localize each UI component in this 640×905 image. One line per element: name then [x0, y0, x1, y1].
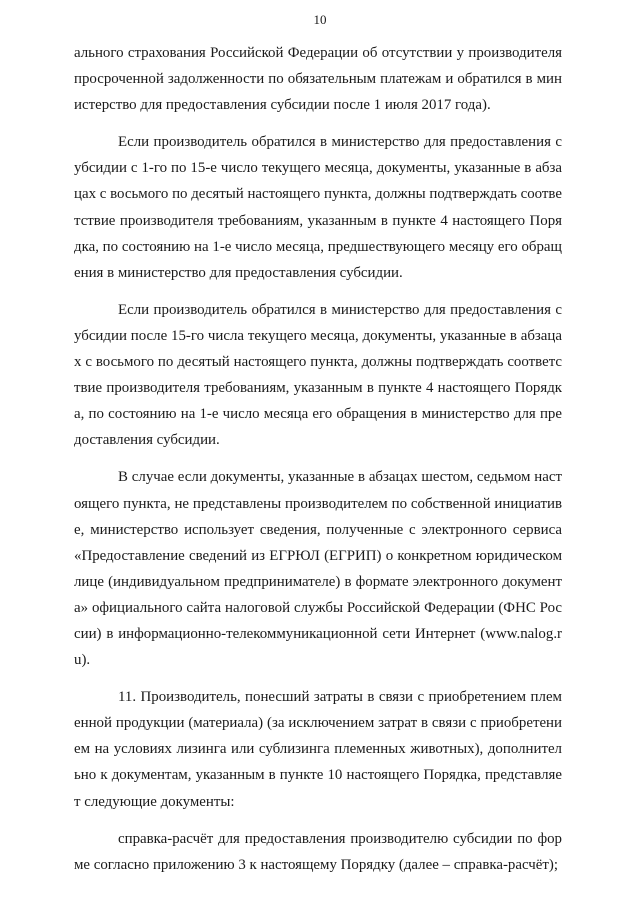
- document-body: [74, 40, 562, 878]
- paragraph-calculation-certificate: справка-расчёт для предоставления производителю субсидии по форме согласно приложению 3 к настоящему Порядку (далее – справка-расчёт);: [74, 830, 562, 873]
- paragraph-early-month: Если производитель обратился в министерство для предоставления субсидии с 1-го по 15-е число текущего месяца, документы, указанные в абзацах с восьмого по десятый настоящего пункта, должны подтверждать соответствие производителя требованиям, указанным в пункте 4 настоящего Порядка, по состоянию на 1-е число месяца, предшествующего месяцу его обращения в министерство для предоставления субсидии.: [74, 134, 562, 281]
- page-number: 10: [313, 12, 327, 27]
- paragraph-continuation: ального страхования Российской Федерации об отсутствии у производителя просроченной задолженности по обязательным платежам и обратился в министерство для предоставления субсидии после 1 июля 2017 года).: [74, 45, 562, 114]
- paragraph-late-month: Если производитель обратился в министерство для предоставления субсидии после 15-го числа текущего месяца, документы, указанные в абзацах с восьмого по десятый настоящего пункта, должны подтверждать соответствие производителя требованиям, указанным в пункте 4 настоящего Порядка, по состоянию на 1-е число месяца его обращения в министерство для предоставления субсидии.: [74, 301, 562, 449]
- paragraph-clause-11: 11. Производитель, понесший затраты в связи с приобретением племенной продукции (материала) (за исключением затрат в связи с приобретением на условиях лизинга или сублизинга племенных животных), дополнительно к документам, указанным в пункте 10 настоящего Порядка, представляет следующие документы:: [74, 689, 562, 810]
- paragraph-egrul-service: В случае если документы, указанные в абзацах шестом, седьмом настоящего пункта, не представлены производителем по собственной инициативе, министерство использует сведения, полученные с электронного сервиса «Предоставление сведений из ЕГРЮЛ (ЕГРИП) о конкретном юридическом лице (индивидуальном предпринимателе) в формате электронного документа» официального сайта налоговой службы Российской Федерации (ФНС России) в информационно-телекоммуникационной сети Интернет (www.nalog.ru).: [74, 469, 562, 669]
